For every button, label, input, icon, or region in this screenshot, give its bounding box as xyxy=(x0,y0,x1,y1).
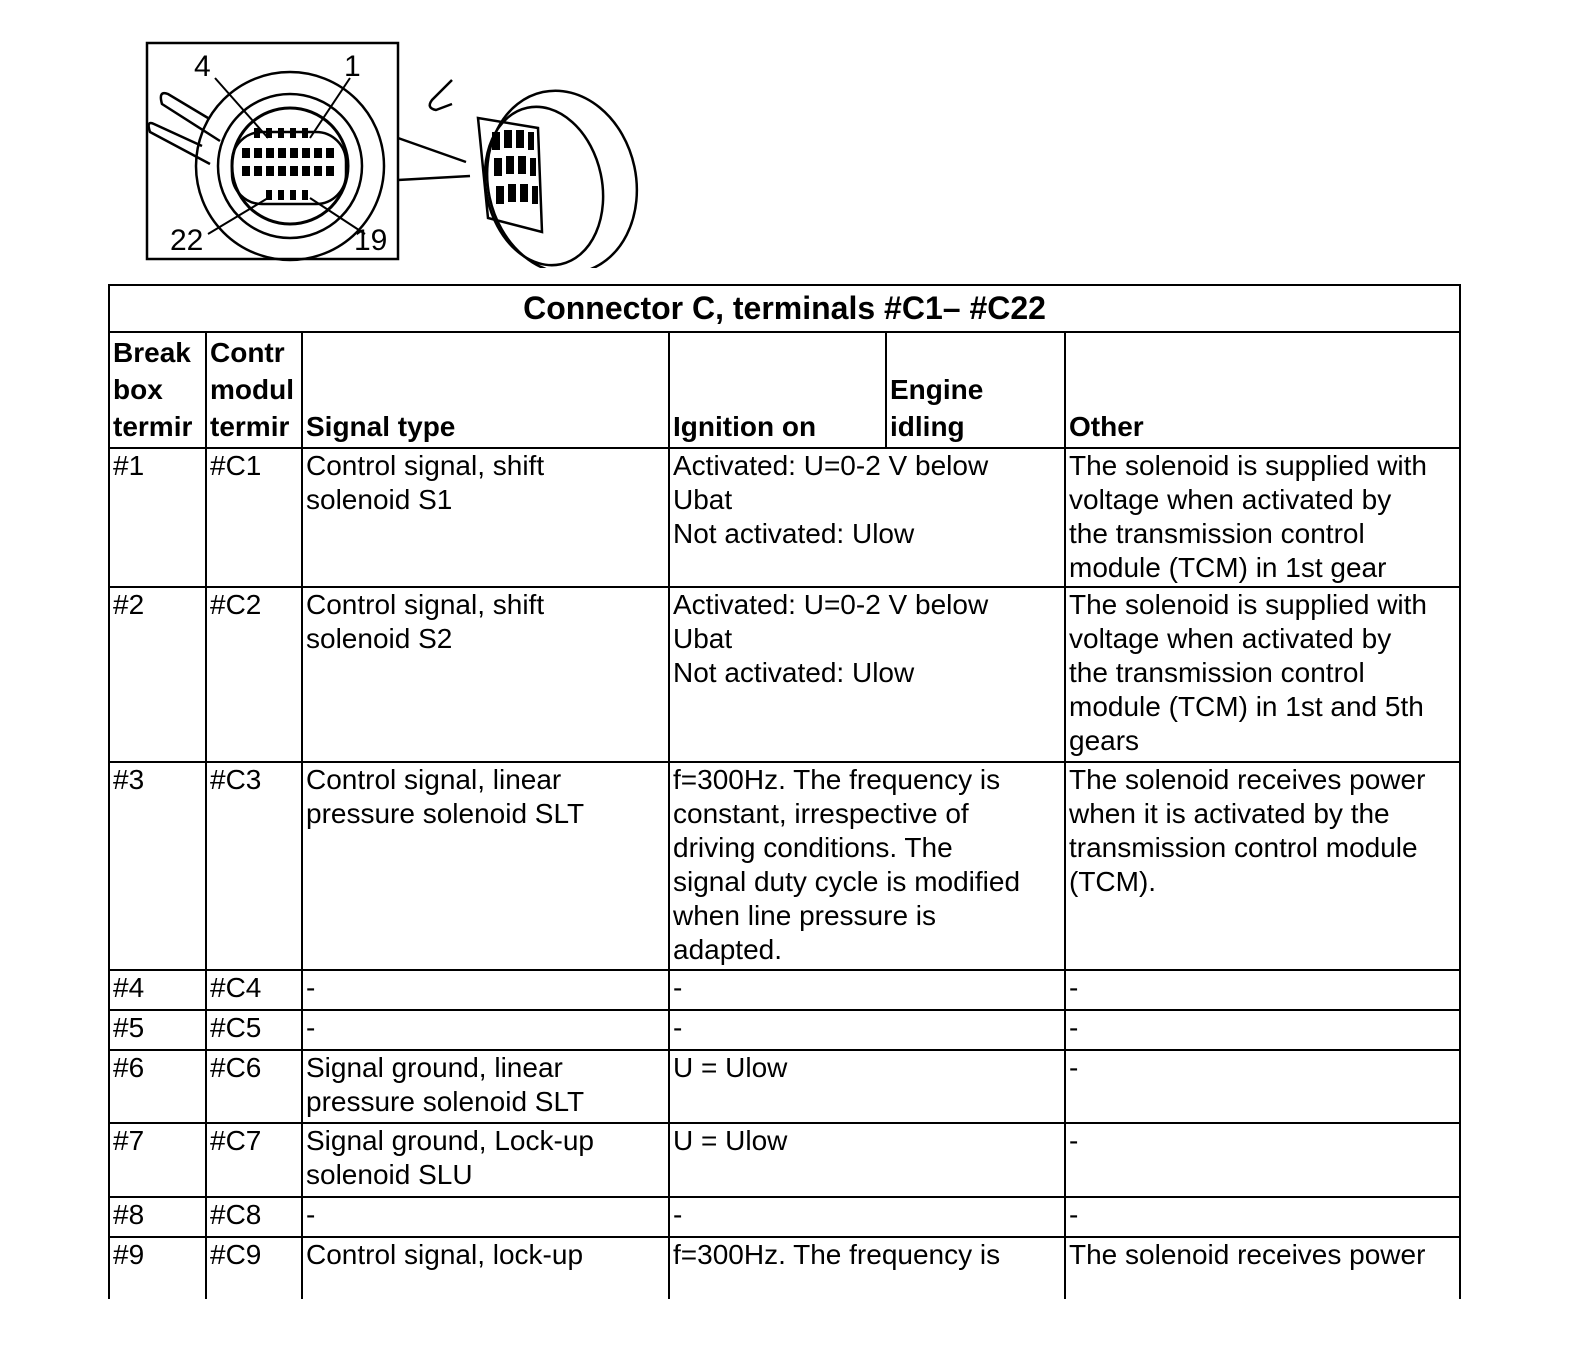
cell-signal-type: - xyxy=(302,1010,669,1050)
callout-pin-4: 4 xyxy=(194,50,211,83)
cell-other: The solenoid receives power when it is activated by the transmission control module (TCM). xyxy=(1065,762,1460,970)
table-row xyxy=(109,587,1460,762)
table-row xyxy=(109,448,1460,587)
cell-signal-type: - xyxy=(302,970,669,1010)
header-control-module-terminal: Contr modul termir xyxy=(206,332,302,448)
cell-breakbox-terminal: #1 xyxy=(109,448,206,587)
cell-breakbox-terminal: #8 xyxy=(109,1197,206,1237)
callout-pin-19: 19 xyxy=(354,224,388,257)
cell-control-module-terminal: #C9 xyxy=(206,1237,302,1299)
table-row xyxy=(109,1237,1460,1299)
cell-control-module-terminal: #C7 xyxy=(206,1123,302,1197)
cell-signal-type: Control signal, shift solenoid S2 xyxy=(302,587,669,762)
cell-other: The solenoid is supplied with voltage when activated by the transmission control module (TCM) in 1st gear xyxy=(1065,448,1460,587)
table-row xyxy=(109,1123,1460,1197)
table-header-row xyxy=(109,332,1460,448)
table-row xyxy=(109,762,1460,970)
table-title-row xyxy=(109,285,1460,332)
cell-breakbox-terminal: #3 xyxy=(109,762,206,970)
cell-ignition-idling: U = Ulow xyxy=(669,1050,1065,1123)
cell-other: - xyxy=(1065,1123,1460,1197)
cell-signal-type: Signal ground, linear pressure solenoid SLT xyxy=(302,1050,669,1123)
table-row xyxy=(109,1010,1460,1050)
cell-ignition-idling: f=300Hz. The frequency is constant, irrespective of driving conditions. The signal duty cycle is modified when line pressure is adapted. xyxy=(669,762,1065,970)
cell-other: - xyxy=(1065,970,1460,1010)
cell-signal-type: Control signal, shift solenoid S1 xyxy=(302,448,669,587)
cell-breakbox-terminal: #7 xyxy=(109,1123,206,1197)
cell-ignition-idling: f=300Hz. The frequency is xyxy=(669,1237,1065,1299)
cell-ignition-idling: - xyxy=(669,1010,1065,1050)
cell-control-module-terminal: #C4 xyxy=(206,970,302,1010)
cell-control-module-terminal: #C6 xyxy=(206,1050,302,1123)
header-engine-idling: Engine idling xyxy=(886,332,1065,448)
callout-pin-1: 1 xyxy=(344,50,361,83)
cell-breakbox-terminal: #5 xyxy=(109,1010,206,1050)
cell-ignition-idling: Activated: U=0-2 V below Ubat Not activated: Ulow xyxy=(669,448,1065,587)
table-row xyxy=(109,970,1460,1010)
header-other: Other xyxy=(1065,332,1460,448)
table-body xyxy=(109,448,1460,1299)
cell-control-module-terminal: #C3 xyxy=(206,762,302,970)
cell-control-module-terminal: #C8 xyxy=(206,1197,302,1237)
connector-c-diagram xyxy=(140,36,660,268)
table-title: Connector C, terminals #C1– #C22 xyxy=(109,285,1460,332)
cell-other: The solenoid is supplied with voltage when activated by the transmission control module (TCM) in 1st and 5th gears xyxy=(1065,587,1460,762)
header-breakbox-terminal: Break box termir xyxy=(109,332,206,448)
cell-breakbox-terminal: #6 xyxy=(109,1050,206,1123)
header-ignition-on: Ignition on xyxy=(669,332,886,448)
cell-breakbox-terminal: #9 xyxy=(109,1237,206,1299)
header-signal-type: Signal type xyxy=(302,332,669,448)
cell-control-module-terminal: #C1 xyxy=(206,448,302,587)
cell-ignition-idling: - xyxy=(669,1197,1065,1237)
table-row xyxy=(109,1050,1460,1123)
cell-other: - xyxy=(1065,1050,1460,1123)
table-row xyxy=(109,1197,1460,1237)
cell-other: The solenoid receives power xyxy=(1065,1237,1460,1299)
cell-signal-type: - xyxy=(302,1197,669,1237)
cell-signal-type: Signal ground, Lock-up solenoid SLU xyxy=(302,1123,669,1197)
cell-ignition-idling: - xyxy=(669,970,1065,1010)
callout-pin-22: 22 xyxy=(170,224,204,257)
connector-c-terminal-table xyxy=(108,284,1461,1299)
cell-ignition-idling: U = Ulow xyxy=(669,1123,1065,1197)
cell-breakbox-terminal: #2 xyxy=(109,587,206,762)
cell-breakbox-terminal: #4 xyxy=(109,970,206,1010)
cell-signal-type: Control signal, lock-up xyxy=(302,1237,669,1299)
cell-control-module-terminal: #C2 xyxy=(206,587,302,762)
cell-other: - xyxy=(1065,1197,1460,1237)
cell-other: - xyxy=(1065,1010,1460,1050)
cell-signal-type: Control signal, linear pressure solenoid SLT xyxy=(302,762,669,970)
cell-ignition-idling: Activated: U=0-2 V below Ubat Not activated: Ulow xyxy=(669,587,1065,762)
cell-control-module-terminal: #C5 xyxy=(206,1010,302,1050)
